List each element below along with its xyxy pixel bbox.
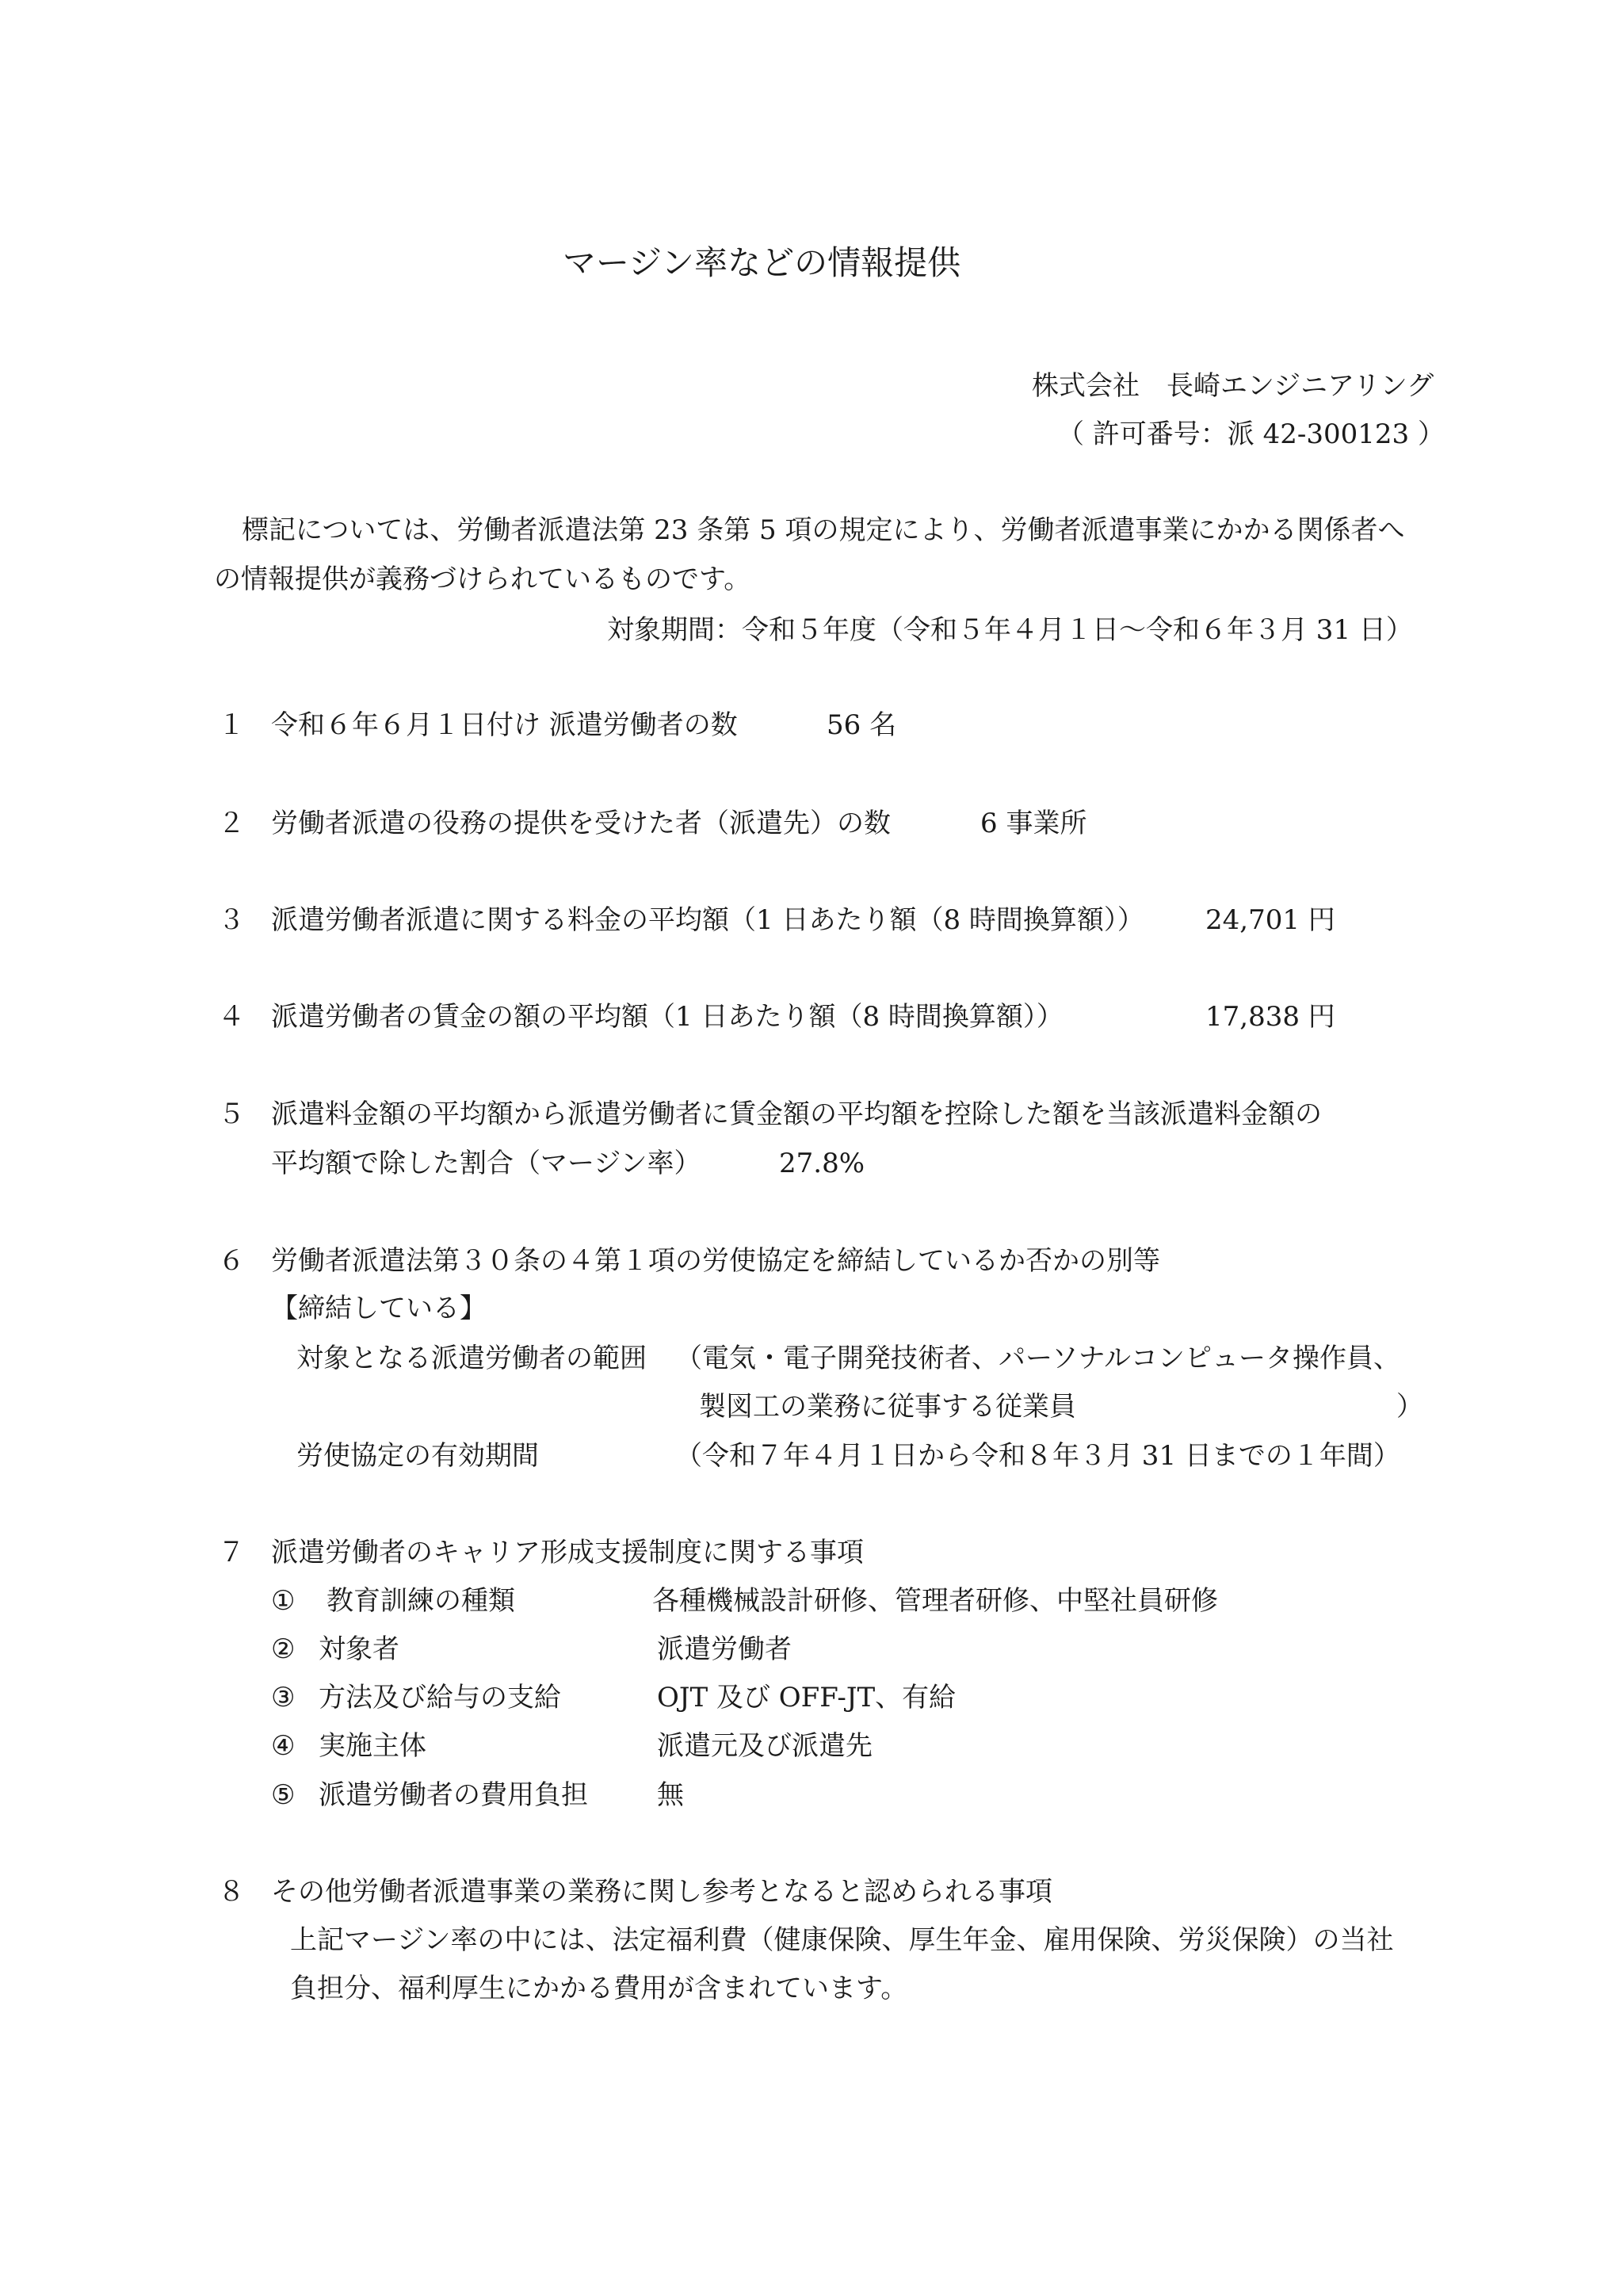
career-row-value: 派遣元及び派遣先	[657, 1730, 873, 1762]
career-row-value: 派遣労働者	[657, 1633, 792, 1665]
item-2-number: ２	[218, 808, 245, 839]
item-5-value: 27.8%	[779, 1148, 865, 1179]
item-4-value: 17,838 円	[1205, 1001, 1335, 1033]
item-8-text: その他労働者派遣事業の業務に関し参考となると認められる事項	[271, 1876, 1052, 1908]
item-4-text: 派遣労働者の賃金の額の平均額（1 日あたり額（8 時間換算額））	[271, 1001, 1064, 1033]
career-row-mark: ⑤	[271, 1779, 296, 1811]
career-row-mark: ③	[271, 1682, 296, 1713]
item-5-text-2: 平均額で除した割合（マージン率）	[271, 1148, 701, 1179]
item-1-number: １	[218, 709, 245, 741]
item-5-number: ５	[218, 1098, 245, 1130]
item-7-number: ７	[218, 1537, 245, 1568]
scope-label: 対象となる派遣労働者の範囲	[296, 1343, 647, 1374]
validity-label: 労使協定の有効期間	[296, 1440, 539, 1472]
page-title: マージン率などの情報提供	[563, 243, 961, 282]
item-1-value: 56 名	[827, 709, 897, 741]
company-name: 株式会社 長崎エンジニアリング	[1032, 370, 1434, 402]
scope-value-2: 製図工の業務に従事する従業員	[699, 1391, 1076, 1423]
scope-close-paren: ）	[1396, 1391, 1423, 1423]
scope-value-1: （電気・電子開発技術者、パーソナルコンピュータ操作員、	[675, 1343, 1400, 1374]
career-row-value: 無	[657, 1779, 684, 1811]
item-3-number: ３	[218, 904, 245, 936]
target-period: 対象期間：令和５年度（令和５年４月１日～令和６年３月 31 日）	[607, 614, 1413, 646]
item-7-text: 派遣労働者のキャリア形成支援制度に関する事項	[271, 1537, 864, 1568]
career-row-value: OJT 及び OFF-JT、有給	[657, 1682, 957, 1713]
career-row-mark: ②	[271, 1633, 296, 1665]
item-8-body-1: 上記マージン率の中には、法定福利費（健康保険、厚生年金、雇用保険、労災保険）の当社	[290, 1924, 1394, 1956]
item-8-body-2: 負担分、福利厚生にかかる費用が含まれています。	[290, 1973, 908, 2004]
item-2-value: 6 事業所	[980, 808, 1087, 839]
item-5-text-1: 派遣料金額の平均額から派遣労働者に賃金額の平均額を控除した額を当該派遣料金額の	[271, 1098, 1322, 1130]
item-8-number: ８	[218, 1876, 245, 1908]
career-row-label: 方法及び給与の支給	[319, 1682, 561, 1713]
item-3-text: 派遣労働者派遣に関する料金の平均額（1 日あたり額（8 時間換算額））	[271, 904, 1144, 936]
career-row-value: 各種機械設計研修、管理者研修、中堅社員研修	[652, 1585, 1218, 1617]
career-row-label: 対象者	[319, 1633, 399, 1665]
item-4-number: ４	[218, 1001, 245, 1033]
item-1-text: 令和６年６月１日付け 派遣労働者の数	[271, 709, 738, 741]
intro-line-2: の情報提供が義務づけられているものです。	[214, 563, 751, 595]
item-3-value: 24,701 円	[1205, 904, 1335, 936]
career-row-label: 教育訓練の種類	[327, 1585, 515, 1617]
career-row-mark: ①	[271, 1585, 296, 1617]
career-row-mark: ④	[271, 1730, 296, 1762]
agreement-status: 【締結している】	[271, 1293, 487, 1324]
item-6-number: ６	[218, 1245, 245, 1277]
validity-value: （令和７年４月１日から令和８年３月 31 日までの１年間）	[675, 1440, 1400, 1472]
item-2-text: 労働者派遣の役務の提供を受けた者（派遣先）の数	[271, 808, 891, 839]
permit-number: （ 許可番号：派 42-300123 ）	[1057, 418, 1445, 450]
career-row-label: 実施主体	[319, 1730, 426, 1762]
intro-line-1: 標記については、労働者派遣法第 23 条第 5 項の規定により、労働者派遣事業にかかる関係者へ	[242, 514, 1405, 546]
item-6-text: 労働者派遣法第３０条の４第１項の労使協定を締結しているか否かの別等	[271, 1245, 1160, 1277]
career-row-label: 派遣労働者の費用負担	[319, 1779, 588, 1811]
